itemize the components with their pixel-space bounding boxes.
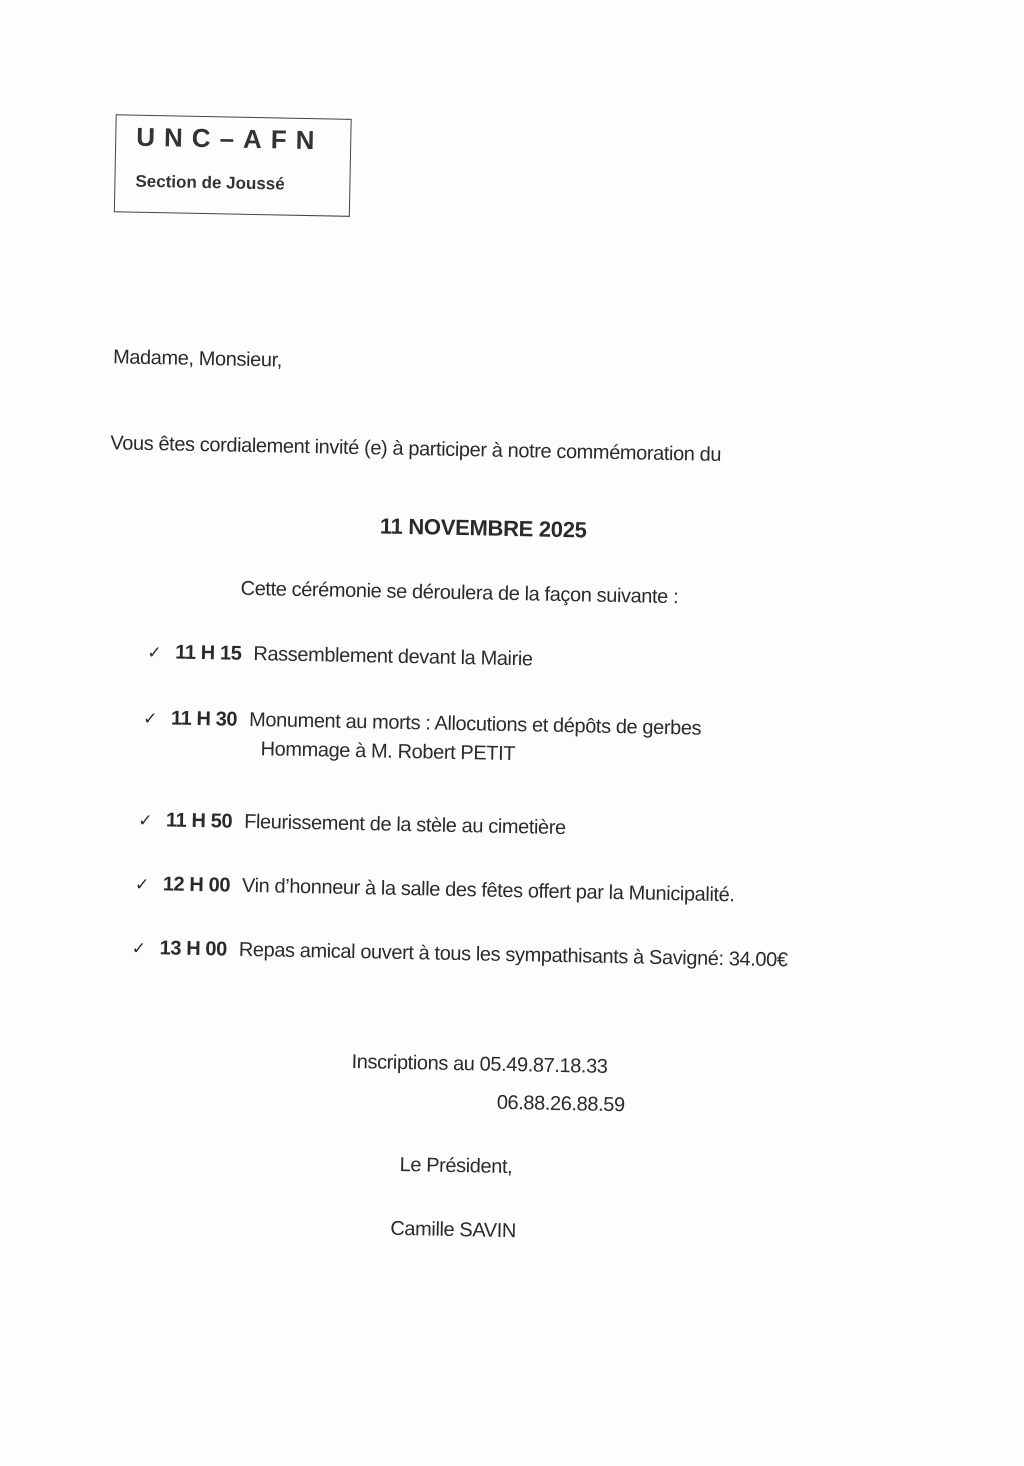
schedule-text: Rassemblement devant la Mairie	[253, 643, 533, 671]
schedule-text: Vin d’honneur à la salle des fêtes offert par la Municipalité.	[241, 874, 735, 907]
check-icon: ✓	[142, 708, 158, 729]
inscriptions-phone2: 06.88.26.88.59	[496, 1091, 625, 1117]
signature-role: Le Président,	[399, 1153, 513, 1179]
schedule-time: 12 H 00	[162, 873, 231, 897]
signature-name: Camille SAVIN	[390, 1217, 517, 1243]
check-icon: ✓	[134, 874, 149, 895]
schedule-text: Repas amical ouvert à tous les sympathisants à Savigné: 34.00€	[238, 938, 788, 972]
section-name: Section de Joussé	[135, 171, 285, 194]
check-icon: ✓	[137, 810, 153, 831]
check-icon: ✓	[131, 938, 146, 959]
schedule-text: Fleurissement de la stèle au cimetière	[243, 810, 566, 840]
check-icon: ✓	[147, 643, 162, 663]
schedule-time: 11 H 50	[165, 809, 233, 833]
salutation: Madame, Monsieur,	[112, 346, 283, 372]
intro-text: Vous êtes cordialement invité (e) à participer à notre commémoration du	[110, 432, 722, 466]
schedule-item	[142, 707, 701, 770]
schedule-time: 11 H 30	[170, 707, 238, 731]
program-intro: Cette cérémonie se déroulera de la façon suivante :	[240, 577, 679, 609]
schedule-text-line2: Hommage à M. Robert PETIT	[260, 738, 516, 766]
schedule-text: Monument au morts : Allocutions et dépôts de gerbes	[248, 708, 702, 740]
schedule-time: 11 H 15	[175, 641, 242, 665]
organization-header-box	[114, 114, 352, 217]
inscriptions-label: Inscriptions au 05.49.87.18.33	[351, 1051, 608, 1078]
date-title: 11 NOVEMBRE 2025	[379, 513, 587, 543]
schedule-item	[132, 937, 788, 973]
schedule-item	[147, 641, 533, 671]
schedule-item	[135, 873, 735, 908]
schedule-time: 13 H 00	[159, 937, 228, 961]
schedule-item	[138, 809, 566, 840]
organization-name: UNC–AFN	[136, 121, 324, 156]
